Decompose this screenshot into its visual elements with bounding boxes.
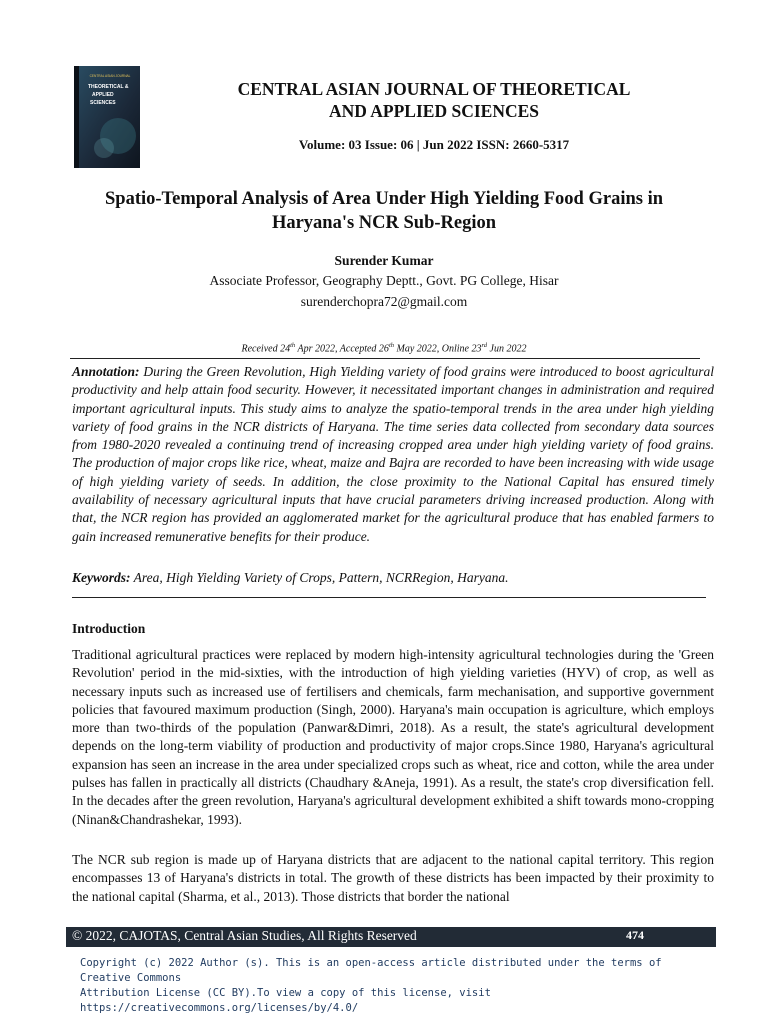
received-dates bbox=[60, 342, 708, 354]
section-heading-introduction: Introduction bbox=[72, 621, 146, 636]
author-affiliation: Associate Professor, Geography Deptt., Govt. PG College, Hisar bbox=[209, 273, 559, 288]
page-number: 474 bbox=[626, 928, 644, 942]
footer-bar bbox=[66, 927, 716, 947]
journal-title bbox=[176, 78, 692, 122]
author-name: Surender Kumar bbox=[334, 253, 434, 268]
received-part-2: Apr 2022, Accepted 26 bbox=[295, 343, 389, 355]
received-part-4: Jun 2022 bbox=[487, 343, 527, 355]
keywords-label: Keywords: bbox=[72, 570, 131, 585]
paper-title-line-2: Haryana's NCR Sub-Region bbox=[271, 213, 497, 233]
cover-top-label: CENTRAL ASIAN JOURNAL bbox=[89, 74, 131, 78]
journal-title-line-1: CENTRAL ASIAN JOURNAL OF THEORETICAL bbox=[237, 79, 631, 99]
abstract-label: Annotation: bbox=[72, 364, 140, 379]
author-email[interactable]: surenderchopra72@gmail.com bbox=[300, 294, 468, 309]
intro-paragraph-1: Traditional agricultural practices were replaced by modern high-intensity agricultural technologies during the 'Green Revolution' period in the mid-sixties, with the introduction of high yielding varieties (HYV) of crop, as well as necessary inputs such as increased use of fertilisers and chemicals, farm mechanisation, and supportive government policies that favoured maximum production (Singh, 2000). Haryana's main occupation is agriculture, which employs more than two-thirds of the population (Panwar&Dimri, 2018). As a result, the state's agricultural development depends on the long-term viability of production and productivity of major crops.Since 1980, Haryana's agricultural expansion has seen an increase in the area under specialized crops such as wheat, rice and cotton, while the area under pulses has fallen in practically all districts (Chaudhary &Aneja, 1991). As a result, the state's crop diversification fell. In the decades after the green revolution, Haryana's agricultural development exhibited a shift towards mono-cropping (Ninan&Chandrashekar, 1993). bbox=[72, 647, 714, 827]
keywords bbox=[72, 570, 714, 586]
license-notice bbox=[80, 956, 700, 1016]
volume-issue-line: Volume: 03 Issue: 06 | Jun 2022 ISSN: 2660-5317 bbox=[298, 137, 570, 152]
abstract bbox=[72, 363, 714, 546]
keywords-text: Area, High Yielding Variety of Crops, Pattern, NCRRegion, Haryana. bbox=[130, 570, 509, 585]
footer-copyright: © 2022, CAJOTAS, Central Asian Studies, All Rights Reserved bbox=[72, 928, 417, 943]
license-line-2[interactable]: Attribution License (CC BY).To view a copy of this license, visit https://creativecommons.org/licenses/by/4.0/ bbox=[80, 987, 491, 1014]
divider-bottom bbox=[72, 597, 706, 598]
cover-line-2: APPLIED bbox=[92, 92, 114, 98]
license-line-1: Copyright (c) 2022 Author (s). This is an open-access article distributed under the terms of Creative Commons bbox=[80, 957, 662, 984]
cover-line-1: THEORETICAL & bbox=[88, 84, 129, 90]
received-part-1: Received 24 bbox=[241, 343, 291, 355]
paper-title bbox=[60, 187, 708, 235]
cover-line-3: SCIENCES bbox=[90, 100, 116, 106]
received-sup-2: th bbox=[388, 342, 394, 349]
received-sup-1: th bbox=[290, 342, 296, 349]
received-sup-3: rd bbox=[481, 342, 488, 349]
received-part-3: May 2022, Online 23 bbox=[394, 343, 482, 355]
paper-title-line-1: Spatio-Temporal Analysis of Area Under High Yielding Food Grains in bbox=[105, 189, 663, 209]
abstract-text: During the Green Revolution, High Yielding variety of food grains were introduced to boost agricultural productivity and help attain food security. However, it necessitated important changes in administration and required important agricultural inputs. This study aims to analyze the spatio-temporal trends in the area under high yielding variety of food grains in the NCR districts of Haryana. The time series data collected from secondary data sources from 1980-2020 revealed a continuing trend of increasing cropped area under high yielding variety of food grains. The production of major crops like rice, wheat, maize and Bajra are recorded to have been increasing with wide usage of high yielding variety of seeds. In addition, the close proximity to the National Capital has ensured timely availability of necessary agricultural inputs that have crucial parameters driving increased production. Along with that, the NCR region has provided an agglomerated market for the agricultural produce that has enabled farmers to gain increased remunerative benefits for their produce. bbox=[72, 364, 714, 544]
journal-cover-image bbox=[74, 66, 140, 168]
divider-top bbox=[70, 358, 700, 359]
intro-paragraph-2: The NCR sub region is made up of Haryana districts that are adjacent to the national capital territory. This region encompasses 13 of Haryana's districts in total. The growth of these districts has been impacted by their proximity to the national capital (Sharma, et al., 2013). Those districts that border the national bbox=[72, 852, 714, 904]
journal-title-line-2: AND APPLIED SCIENCES bbox=[328, 101, 540, 121]
